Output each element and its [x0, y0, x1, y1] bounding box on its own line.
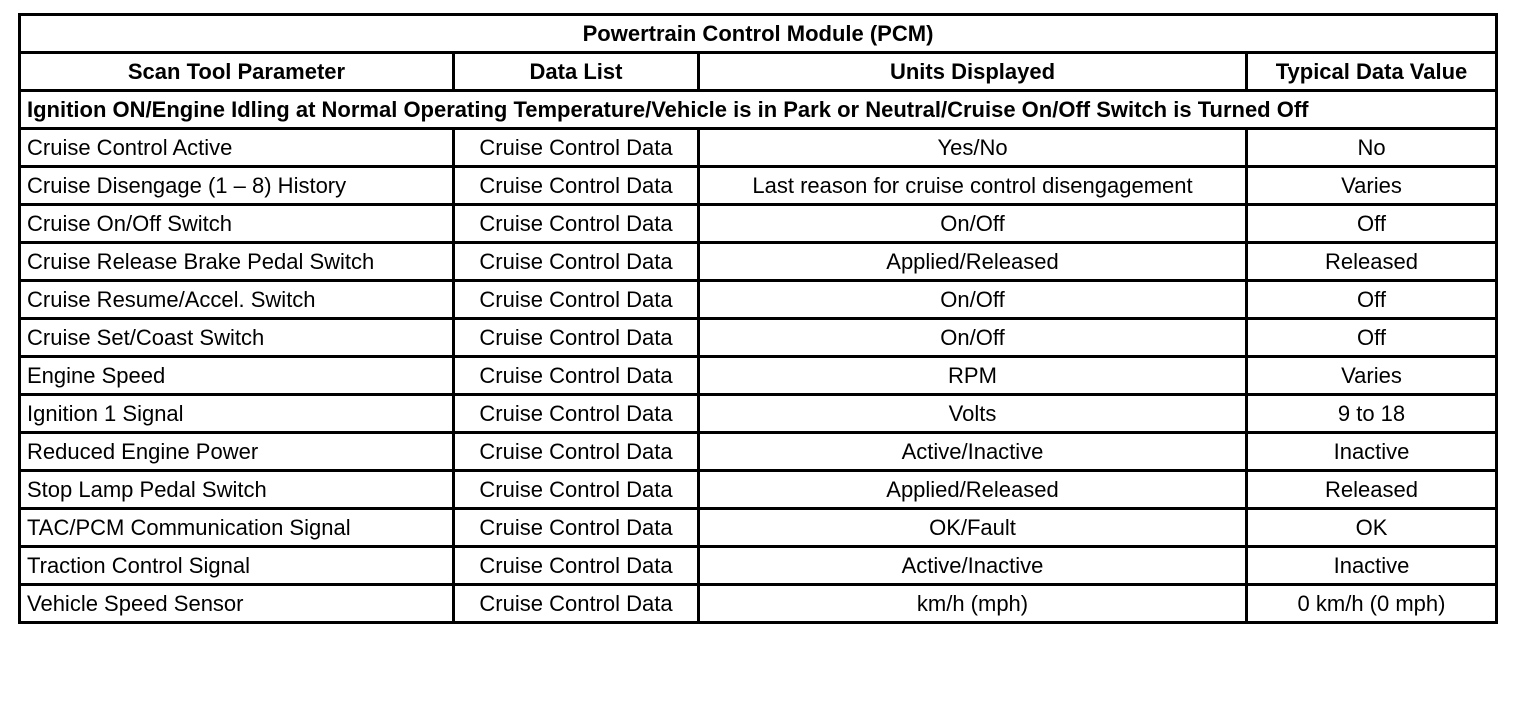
cell-data-list: Cruise Control Data	[454, 509, 699, 547]
cell-data-list: Cruise Control Data	[454, 471, 699, 509]
pcm-data-table-container	[18, 13, 1498, 624]
cell-parameter: Traction Control Signal	[20, 547, 454, 585]
cell-data-list: Cruise Control Data	[454, 357, 699, 395]
cell-parameter: Reduced Engine Power	[20, 433, 454, 471]
cell-typical-value: OK	[1247, 509, 1497, 547]
table-row	[20, 585, 1497, 623]
cell-data-list: Cruise Control Data	[454, 281, 699, 319]
cell-typical-value: 9 to 18	[1247, 395, 1497, 433]
table-row	[20, 243, 1497, 281]
cell-data-list: Cruise Control Data	[454, 319, 699, 357]
table-row	[20, 319, 1497, 357]
table-row	[20, 471, 1497, 509]
title-row	[20, 15, 1497, 53]
table-row	[20, 205, 1497, 243]
cell-data-list: Cruise Control Data	[454, 585, 699, 623]
column-header-units: Units Displayed	[699, 53, 1247, 91]
cell-parameter: Cruise Disengage (1 – 8) History	[20, 167, 454, 205]
table-title: Powertrain Control Module (PCM)	[20, 15, 1497, 53]
cell-data-list: Cruise Control Data	[454, 129, 699, 167]
cell-parameter: Ignition 1 Signal	[20, 395, 454, 433]
cell-typical-value: Inactive	[1247, 433, 1497, 471]
table-row	[20, 281, 1497, 319]
column-header-data-list: Data List	[454, 53, 699, 91]
cell-units: On/Off	[699, 319, 1247, 357]
cell-typical-value: Off	[1247, 205, 1497, 243]
cell-parameter: Cruise On/Off Switch	[20, 205, 454, 243]
cell-typical-value: Released	[1247, 471, 1497, 509]
cell-typical-value: Off	[1247, 319, 1497, 357]
cell-units: Applied/Released	[699, 243, 1247, 281]
table-row	[20, 129, 1497, 167]
column-header-typical-value: Typical Data Value	[1247, 53, 1497, 91]
table-row	[20, 167, 1497, 205]
cell-units: Active/Inactive	[699, 433, 1247, 471]
table-row	[20, 395, 1497, 433]
cell-units: Volts	[699, 395, 1247, 433]
table-row	[20, 509, 1497, 547]
table-row	[20, 433, 1497, 471]
cell-units: Applied/Released	[699, 471, 1247, 509]
cell-units: Active/Inactive	[699, 547, 1247, 585]
cell-parameter: Cruise Control Active	[20, 129, 454, 167]
cell-data-list: Cruise Control Data	[454, 395, 699, 433]
cell-parameter: Stop Lamp Pedal Switch	[20, 471, 454, 509]
cell-data-list: Cruise Control Data	[454, 243, 699, 281]
cell-data-list: Cruise Control Data	[454, 433, 699, 471]
cell-parameter: Cruise Release Brake Pedal Switch	[20, 243, 454, 281]
cell-data-list: Cruise Control Data	[454, 205, 699, 243]
cell-typical-value: Off	[1247, 281, 1497, 319]
cell-units: OK/Fault	[699, 509, 1247, 547]
column-header-parameter: Scan Tool Parameter	[20, 53, 454, 91]
table-row	[20, 357, 1497, 395]
cell-parameter: TAC/PCM Communication Signal	[20, 509, 454, 547]
cell-data-list: Cruise Control Data	[454, 547, 699, 585]
cell-parameter: Engine Speed	[20, 357, 454, 395]
cell-parameter: Vehicle Speed Sensor	[20, 585, 454, 623]
test-condition: Ignition ON/Engine Idling at Normal Operating Temperature/Vehicle is in Park or Neutral/Cruise On/Off Switch is Turned Off	[20, 91, 1497, 129]
cell-typical-value: Varies	[1247, 357, 1497, 395]
cell-units: Last reason for cruise control disengagement	[699, 167, 1247, 205]
cell-units: On/Off	[699, 281, 1247, 319]
table-row	[20, 547, 1497, 585]
cell-typical-value: Varies	[1247, 167, 1497, 205]
cell-units: On/Off	[699, 205, 1247, 243]
condition-row	[20, 91, 1497, 129]
cell-parameter: Cruise Set/Coast Switch	[20, 319, 454, 357]
cell-data-list: Cruise Control Data	[454, 167, 699, 205]
cell-typical-value: 0 km/h (0 mph)	[1247, 585, 1497, 623]
table-body	[20, 15, 1497, 623]
cell-units: RPM	[699, 357, 1247, 395]
header-row	[20, 53, 1497, 91]
cell-typical-value: No	[1247, 129, 1497, 167]
cell-units: Yes/No	[699, 129, 1247, 167]
cell-typical-value: Inactive	[1247, 547, 1497, 585]
cell-typical-value: Released	[1247, 243, 1497, 281]
cell-parameter: Cruise Resume/Accel. Switch	[20, 281, 454, 319]
pcm-data-table	[18, 13, 1498, 624]
cell-units: km/h (mph)	[699, 585, 1247, 623]
